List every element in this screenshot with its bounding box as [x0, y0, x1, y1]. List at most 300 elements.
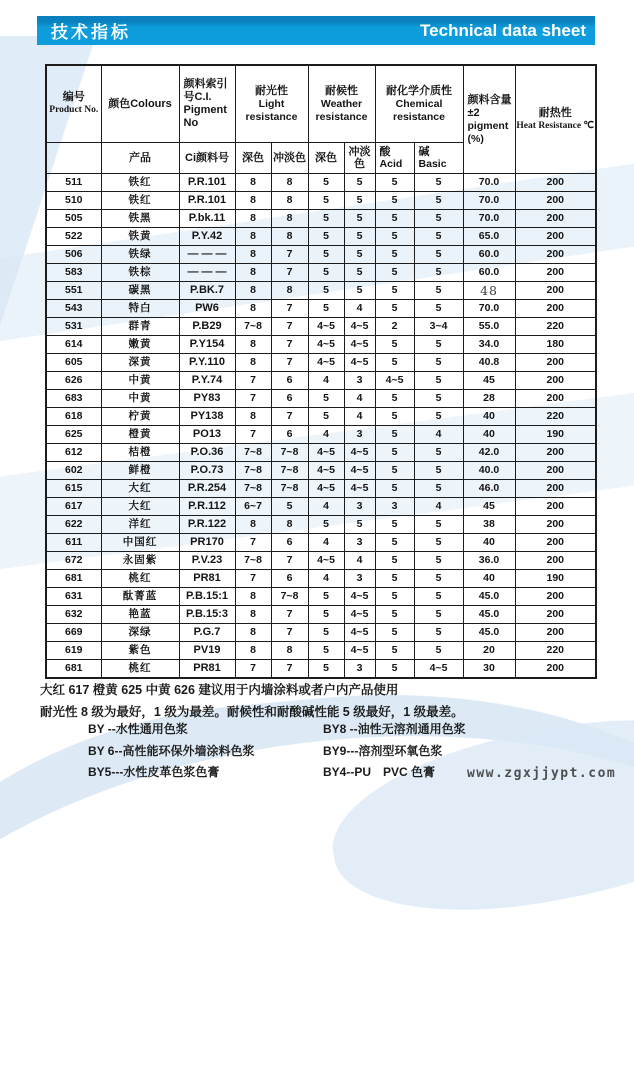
subheader-tint-1: 冲淡色 — [271, 143, 308, 174]
table-cell: P.BK.7 — [179, 282, 235, 300]
table-cell: 4 — [308, 498, 344, 516]
header-pigment-content-en: pigment (%) — [467, 119, 509, 145]
table-cell: 5 — [344, 228, 375, 246]
table-cell: 4 — [344, 408, 375, 426]
table-cell: 48 — [463, 282, 515, 300]
table-cell: PV19 — [179, 642, 235, 660]
table-cell: 7 — [271, 660, 308, 679]
table-row — [46, 318, 596, 336]
table-cell: 7 — [271, 606, 308, 624]
table-cell: 5 — [375, 354, 414, 372]
table-cell: 615 — [46, 480, 101, 498]
table-cell: 8 — [271, 642, 308, 660]
table-row — [46, 624, 596, 642]
table-row — [46, 300, 596, 318]
table-row — [46, 516, 596, 534]
table-cell: PY138 — [179, 408, 235, 426]
table-cell: 4~5 — [308, 444, 344, 462]
table-cell: P.G.7 — [179, 624, 235, 642]
table-cell: 619 — [46, 642, 101, 660]
table-cell: 5 — [414, 210, 463, 228]
table-cell: 8 — [271, 210, 308, 228]
table-cell: 6 — [271, 534, 308, 552]
table-cell: 7 — [271, 246, 308, 264]
table-cell: 5 — [375, 462, 414, 480]
table-row — [46, 462, 596, 480]
table-cell: 7~8 — [235, 318, 271, 336]
table-cell: 5 — [414, 354, 463, 372]
table-cell: 7~8 — [271, 462, 308, 480]
table-cell: 505 — [46, 210, 101, 228]
table-cell: 5 — [414, 282, 463, 300]
table-cell: 190 — [515, 570, 596, 588]
table-cell: 4~5 — [308, 552, 344, 570]
table-cell: 4~5 — [308, 354, 344, 372]
table-cell: 5 — [308, 624, 344, 642]
website-url: www.zgxjjypt.com — [467, 766, 617, 781]
table-row — [46, 498, 596, 516]
table-cell: 5 — [344, 192, 375, 210]
table-cell: 7 — [271, 552, 308, 570]
table-cell: 5 — [308, 516, 344, 534]
table-cell: 531 — [46, 318, 101, 336]
table-cell: 5 — [344, 246, 375, 264]
table-cell: 5 — [271, 498, 308, 516]
table-cell: 65.0 — [463, 228, 515, 246]
table-cell: 3 — [344, 570, 375, 588]
table-cell: 橙黄 — [101, 426, 179, 444]
table-cell: 5 — [375, 264, 414, 282]
table-cell: 5 — [375, 660, 414, 679]
table-cell: 5 — [414, 408, 463, 426]
table-cell: 5 — [414, 264, 463, 282]
table-cell: 铁棕 — [101, 264, 179, 282]
table-cell: 40.0 — [463, 462, 515, 480]
table-cell: P.O.36 — [179, 444, 235, 462]
table-cell: 8 — [271, 174, 308, 192]
table-row — [46, 390, 596, 408]
table-cell: 5 — [344, 516, 375, 534]
table-cell: 5 — [308, 408, 344, 426]
table-cell: 4 — [414, 426, 463, 444]
table-cell: 200 — [515, 498, 596, 516]
table-cell: 5 — [375, 642, 414, 660]
table-cell: 4 — [308, 372, 344, 390]
table-row — [46, 642, 596, 660]
table-cell: 681 — [46, 660, 101, 679]
table-cell: 中黄 — [101, 372, 179, 390]
table-cell: 617 — [46, 498, 101, 516]
table-cell: 40 — [463, 570, 515, 588]
table-cell: 8 — [235, 336, 271, 354]
table-cell: PY83 — [179, 390, 235, 408]
table-cell: 5 — [375, 534, 414, 552]
table-cell: 45 — [463, 372, 515, 390]
table-cell: 200 — [515, 390, 596, 408]
table-cell: 4~5 — [344, 318, 375, 336]
table-cell: 5 — [308, 246, 344, 264]
table-cell: 683 — [46, 390, 101, 408]
table-cell: 4~5 — [344, 462, 375, 480]
subheader-acid-zh: 酸 — [379, 146, 391, 158]
table-cell: 626 — [46, 372, 101, 390]
table-cell: 4 — [344, 390, 375, 408]
table-cell: P.Y154 — [179, 336, 235, 354]
table-cell: 681 — [46, 570, 101, 588]
table-cell: 511 — [46, 174, 101, 192]
table-cell: 4~5 — [344, 606, 375, 624]
table-cell: 洋红 — [101, 516, 179, 534]
table-cell: 583 — [46, 264, 101, 282]
table-cell: 5 — [375, 210, 414, 228]
table-row — [46, 282, 596, 300]
table-cell: 大红 — [101, 498, 179, 516]
title-banner — [37, 16, 595, 45]
table-cell: 200 — [515, 192, 596, 210]
table-cell: P.bk.11 — [179, 210, 235, 228]
table-cell: 4~5 — [414, 660, 463, 679]
table-row — [46, 192, 596, 210]
table-cell: 602 — [46, 462, 101, 480]
table-cell: 30 — [463, 660, 515, 679]
table-cell: 7 — [271, 300, 308, 318]
table-cell: 5 — [308, 282, 344, 300]
table-cell: 200 — [515, 534, 596, 552]
table-cell: 8 — [235, 192, 271, 210]
table-cell: 605 — [46, 354, 101, 372]
table-cell: 深黄 — [101, 354, 179, 372]
table-cell: 5 — [414, 516, 463, 534]
header-weather-en: Weather resistance — [315, 97, 368, 123]
header-light-resistance — [235, 65, 308, 143]
table-cell: PR81 — [179, 570, 235, 588]
table-cell: 200 — [515, 300, 596, 318]
table-cell: 7~8 — [271, 480, 308, 498]
table-cell: 200 — [515, 462, 596, 480]
table-cell: 5 — [375, 516, 414, 534]
table-cell: 5 — [308, 390, 344, 408]
table-cell: 618 — [46, 408, 101, 426]
header-product-no-zh: 编号 — [62, 91, 85, 103]
table-cell: 4~5 — [308, 318, 344, 336]
table-cell: 5 — [414, 300, 463, 318]
table-cell: 4~5 — [344, 354, 375, 372]
table-cell: 3 — [344, 498, 375, 516]
table-cell: 5 — [414, 444, 463, 462]
table-cell: 8 — [235, 300, 271, 318]
header-product-no-en: Product No. — [49, 105, 99, 115]
header-pigment-content — [463, 65, 515, 174]
table-cell: 铁红 — [101, 174, 179, 192]
table-cell: 4~5 — [375, 372, 414, 390]
table-cell: 5 — [375, 246, 414, 264]
legend-item-by6: BY 6--高性能环保外墙涂料色浆 — [88, 743, 255, 758]
table-row — [46, 480, 596, 498]
table-cell: 8 — [235, 246, 271, 264]
table-cell: 8 — [235, 282, 271, 300]
table-cell: 3 — [344, 372, 375, 390]
table-cell: 200 — [515, 588, 596, 606]
table-cell: 5 — [414, 480, 463, 498]
table-cell: 5 — [375, 570, 414, 588]
header-pigment-content-zh: 颜料含量±2 — [467, 93, 512, 119]
table-cell: 45 — [463, 498, 515, 516]
table-cell: 6 — [271, 570, 308, 588]
table-row — [46, 606, 596, 624]
table-cell: 6~7 — [235, 498, 271, 516]
header-heat-en: Heat Resistance ℃ — [516, 120, 595, 131]
note-line-2: 耐光性 8 级为最好，1 级为最差。耐候性和耐酸碱性能 5 级最好，1 级最差。 — [40, 705, 464, 719]
header-heat-resistance — [515, 65, 596, 174]
table-cell: 5 — [375, 228, 414, 246]
table-cell: 5 — [375, 390, 414, 408]
table-cell: 5 — [375, 606, 414, 624]
table-cell: 7~8 — [235, 462, 271, 480]
note-line-1: 大红 617 橙黄 625 中黄 626 建议用于内墙涂料或者户内产品使用 — [40, 683, 399, 697]
table-cell: 5 — [308, 192, 344, 210]
table-cell: 70.0 — [463, 192, 515, 210]
table-cell: 7 — [271, 408, 308, 426]
table-cell: 5 — [308, 300, 344, 318]
subheader-basic — [414, 143, 463, 174]
header-colours: 颜色Colours — [101, 65, 179, 143]
table-cell: P.Y.74 — [179, 372, 235, 390]
table-cell: 40 — [463, 408, 515, 426]
table-cell: PW6 — [179, 300, 235, 318]
table-cell: 4~5 — [344, 480, 375, 498]
table-cell: 551 — [46, 282, 101, 300]
table-row — [46, 354, 596, 372]
legend-column-left — [88, 719, 323, 784]
table-row — [46, 210, 596, 228]
table-cell: 紫色 — [101, 642, 179, 660]
table-cell: P.Y.110 — [179, 354, 235, 372]
header-product-no — [46, 65, 101, 143]
table-row — [46, 228, 596, 246]
table-cell: 8 — [235, 588, 271, 606]
table-cell: 5 — [375, 282, 414, 300]
table-cell: 55.0 — [463, 318, 515, 336]
table-cell: 220 — [515, 408, 596, 426]
table-cell: 60.0 — [463, 246, 515, 264]
table-cell: 柠黄 — [101, 408, 179, 426]
table-cell: 大红 — [101, 480, 179, 498]
table-row — [46, 336, 596, 354]
table-cell: 7 — [235, 570, 271, 588]
table-cell: 506 — [46, 246, 101, 264]
subheader-product: 产品 — [101, 143, 179, 174]
table-cell: 40.8 — [463, 354, 515, 372]
table-cell: 铁绿 — [101, 246, 179, 264]
table-cell: 200 — [515, 606, 596, 624]
table-cell: — — — — [179, 264, 235, 282]
table-cell: 8 — [271, 282, 308, 300]
header-pigment-index: 颜料索引号C.I. Pigment No — [179, 65, 235, 143]
header-weather-zh: 耐候性 — [325, 84, 358, 97]
table-cell: P.Y.42 — [179, 228, 235, 246]
table-cell: 5 — [308, 210, 344, 228]
table-cell: 中黄 — [101, 390, 179, 408]
table-cell: 8 — [235, 408, 271, 426]
subheader-acid-en: Acid — [379, 158, 403, 170]
table-cell: 6 — [271, 372, 308, 390]
table-cell: 631 — [46, 588, 101, 606]
table-cell: 5 — [344, 174, 375, 192]
table-cell: 7 — [235, 534, 271, 552]
table-cell: 7 — [271, 264, 308, 282]
table-cell: 220 — [515, 642, 596, 660]
table-cell: 28 — [463, 390, 515, 408]
table-cell: 510 — [46, 192, 101, 210]
table-cell: 3~4 — [414, 318, 463, 336]
table-cell: 3 — [344, 426, 375, 444]
table-cell: 5 — [414, 588, 463, 606]
table-cell: 612 — [46, 444, 101, 462]
table-cell: 5 — [375, 426, 414, 444]
header-light-zh: 耐光性 — [255, 84, 288, 97]
table-cell: 522 — [46, 228, 101, 246]
table-cell: 铁红 — [101, 192, 179, 210]
table-cell: 632 — [46, 606, 101, 624]
table-cell: 8 — [235, 606, 271, 624]
table-cell: 8 — [235, 210, 271, 228]
usage-notes — [40, 679, 605, 723]
table-cell: 200 — [515, 552, 596, 570]
table-cell: 5 — [375, 588, 414, 606]
table-cell: 611 — [46, 534, 101, 552]
table-cell: 40 — [463, 426, 515, 444]
table-cell: 嫩黄 — [101, 336, 179, 354]
subheader-dark-2: 深色 — [308, 143, 344, 174]
table-cell: 5 — [375, 552, 414, 570]
table-cell: 5 — [414, 174, 463, 192]
table-cell: 4~5 — [344, 642, 375, 660]
table-cell: PR81 — [179, 660, 235, 679]
table-cell: 200 — [515, 264, 596, 282]
table-cell: P.O.73 — [179, 462, 235, 480]
table-cell: 46.0 — [463, 480, 515, 498]
table-row — [46, 534, 596, 552]
table-cell: 铁黑 — [101, 210, 179, 228]
table-cell: 5 — [308, 264, 344, 282]
table-cell: 5 — [414, 642, 463, 660]
table-cell: P.B.15:1 — [179, 588, 235, 606]
table-cell: P.B29 — [179, 318, 235, 336]
table-cell: 70.0 — [463, 174, 515, 192]
table-cell: 6 — [271, 390, 308, 408]
table-cell: 5 — [344, 282, 375, 300]
table-cell: 5 — [414, 390, 463, 408]
table-cell: 5 — [414, 192, 463, 210]
table-cell: 4 — [308, 426, 344, 444]
table-cell: 625 — [46, 426, 101, 444]
table-cell: 8 — [235, 264, 271, 282]
table-cell: 200 — [515, 228, 596, 246]
table-cell: 36.0 — [463, 552, 515, 570]
table-cell: 4 — [344, 300, 375, 318]
table-row — [46, 570, 596, 588]
subheader-basic-zh: 碱 — [418, 146, 430, 158]
table-cell: 4~5 — [344, 444, 375, 462]
table-cell: 543 — [46, 300, 101, 318]
table-cell: 5 — [308, 174, 344, 192]
table-row — [46, 444, 596, 462]
table-cell: 鲜橙 — [101, 462, 179, 480]
table-cell: 7 — [271, 624, 308, 642]
table-cell: 200 — [515, 282, 596, 300]
table-cell: 3 — [344, 534, 375, 552]
header-weather-resistance — [308, 65, 375, 143]
table-cell: 6 — [271, 426, 308, 444]
table-cell: 200 — [515, 660, 596, 679]
table-cell: 200 — [515, 246, 596, 264]
table-cell: 5 — [414, 246, 463, 264]
table-cell: 7~8 — [271, 444, 308, 462]
table-cell: 5 — [375, 480, 414, 498]
table-cell: 7 — [235, 390, 271, 408]
table-cell: 8 — [235, 354, 271, 372]
table-cell: 34.0 — [463, 336, 515, 354]
table-cell: 5 — [308, 588, 344, 606]
table-cell: 4 — [344, 552, 375, 570]
table-cell: 669 — [46, 624, 101, 642]
table-cell: 8 — [235, 642, 271, 660]
table-cell: 铁黄 — [101, 228, 179, 246]
table-cell: 5 — [414, 534, 463, 552]
table-cell: 45.0 — [463, 588, 515, 606]
table-cell: 5 — [375, 300, 414, 318]
table-cell: 200 — [515, 174, 596, 192]
table-body — [46, 174, 596, 679]
table-cell: 4~5 — [344, 624, 375, 642]
table-cell: 酞菁蓝 — [101, 588, 179, 606]
table-cell: 3 — [344, 660, 375, 679]
table-cell: 5 — [308, 606, 344, 624]
table-cell: 5 — [414, 462, 463, 480]
table-cell: — — — — [179, 246, 235, 264]
table-cell: 45.0 — [463, 606, 515, 624]
table-cell: 5 — [414, 372, 463, 390]
subheader-ci-no: Ci颜料号 — [179, 143, 235, 174]
table-cell: P.R.112 — [179, 498, 235, 516]
table-cell: 8 — [271, 228, 308, 246]
table-cell: 20 — [463, 642, 515, 660]
table-row — [46, 588, 596, 606]
table-row — [46, 426, 596, 444]
table-row — [46, 372, 596, 390]
table-cell: 碳黑 — [101, 282, 179, 300]
table-cell: P.R.122 — [179, 516, 235, 534]
table-cell: P.R.254 — [179, 480, 235, 498]
table-cell: 4 — [414, 498, 463, 516]
table-cell: 5 — [414, 624, 463, 642]
table-cell: 200 — [515, 372, 596, 390]
table-cell: 8 — [271, 516, 308, 534]
table-cell: 220 — [515, 318, 596, 336]
table-row — [46, 246, 596, 264]
table-row — [46, 660, 596, 679]
legend-item-by4: BY4--PU PVC 色膏 — [323, 765, 436, 779]
table-cell: 200 — [515, 210, 596, 228]
table-cell: 4 — [308, 570, 344, 588]
page-title-en: Technical data sheet — [420, 20, 586, 40]
table-cell: P.R.101 — [179, 192, 235, 210]
table-row — [46, 264, 596, 282]
table-cell: 7~8 — [235, 444, 271, 462]
table-cell: 5 — [375, 192, 414, 210]
table-cell: 70.0 — [463, 300, 515, 318]
table-cell: P.V.23 — [179, 552, 235, 570]
